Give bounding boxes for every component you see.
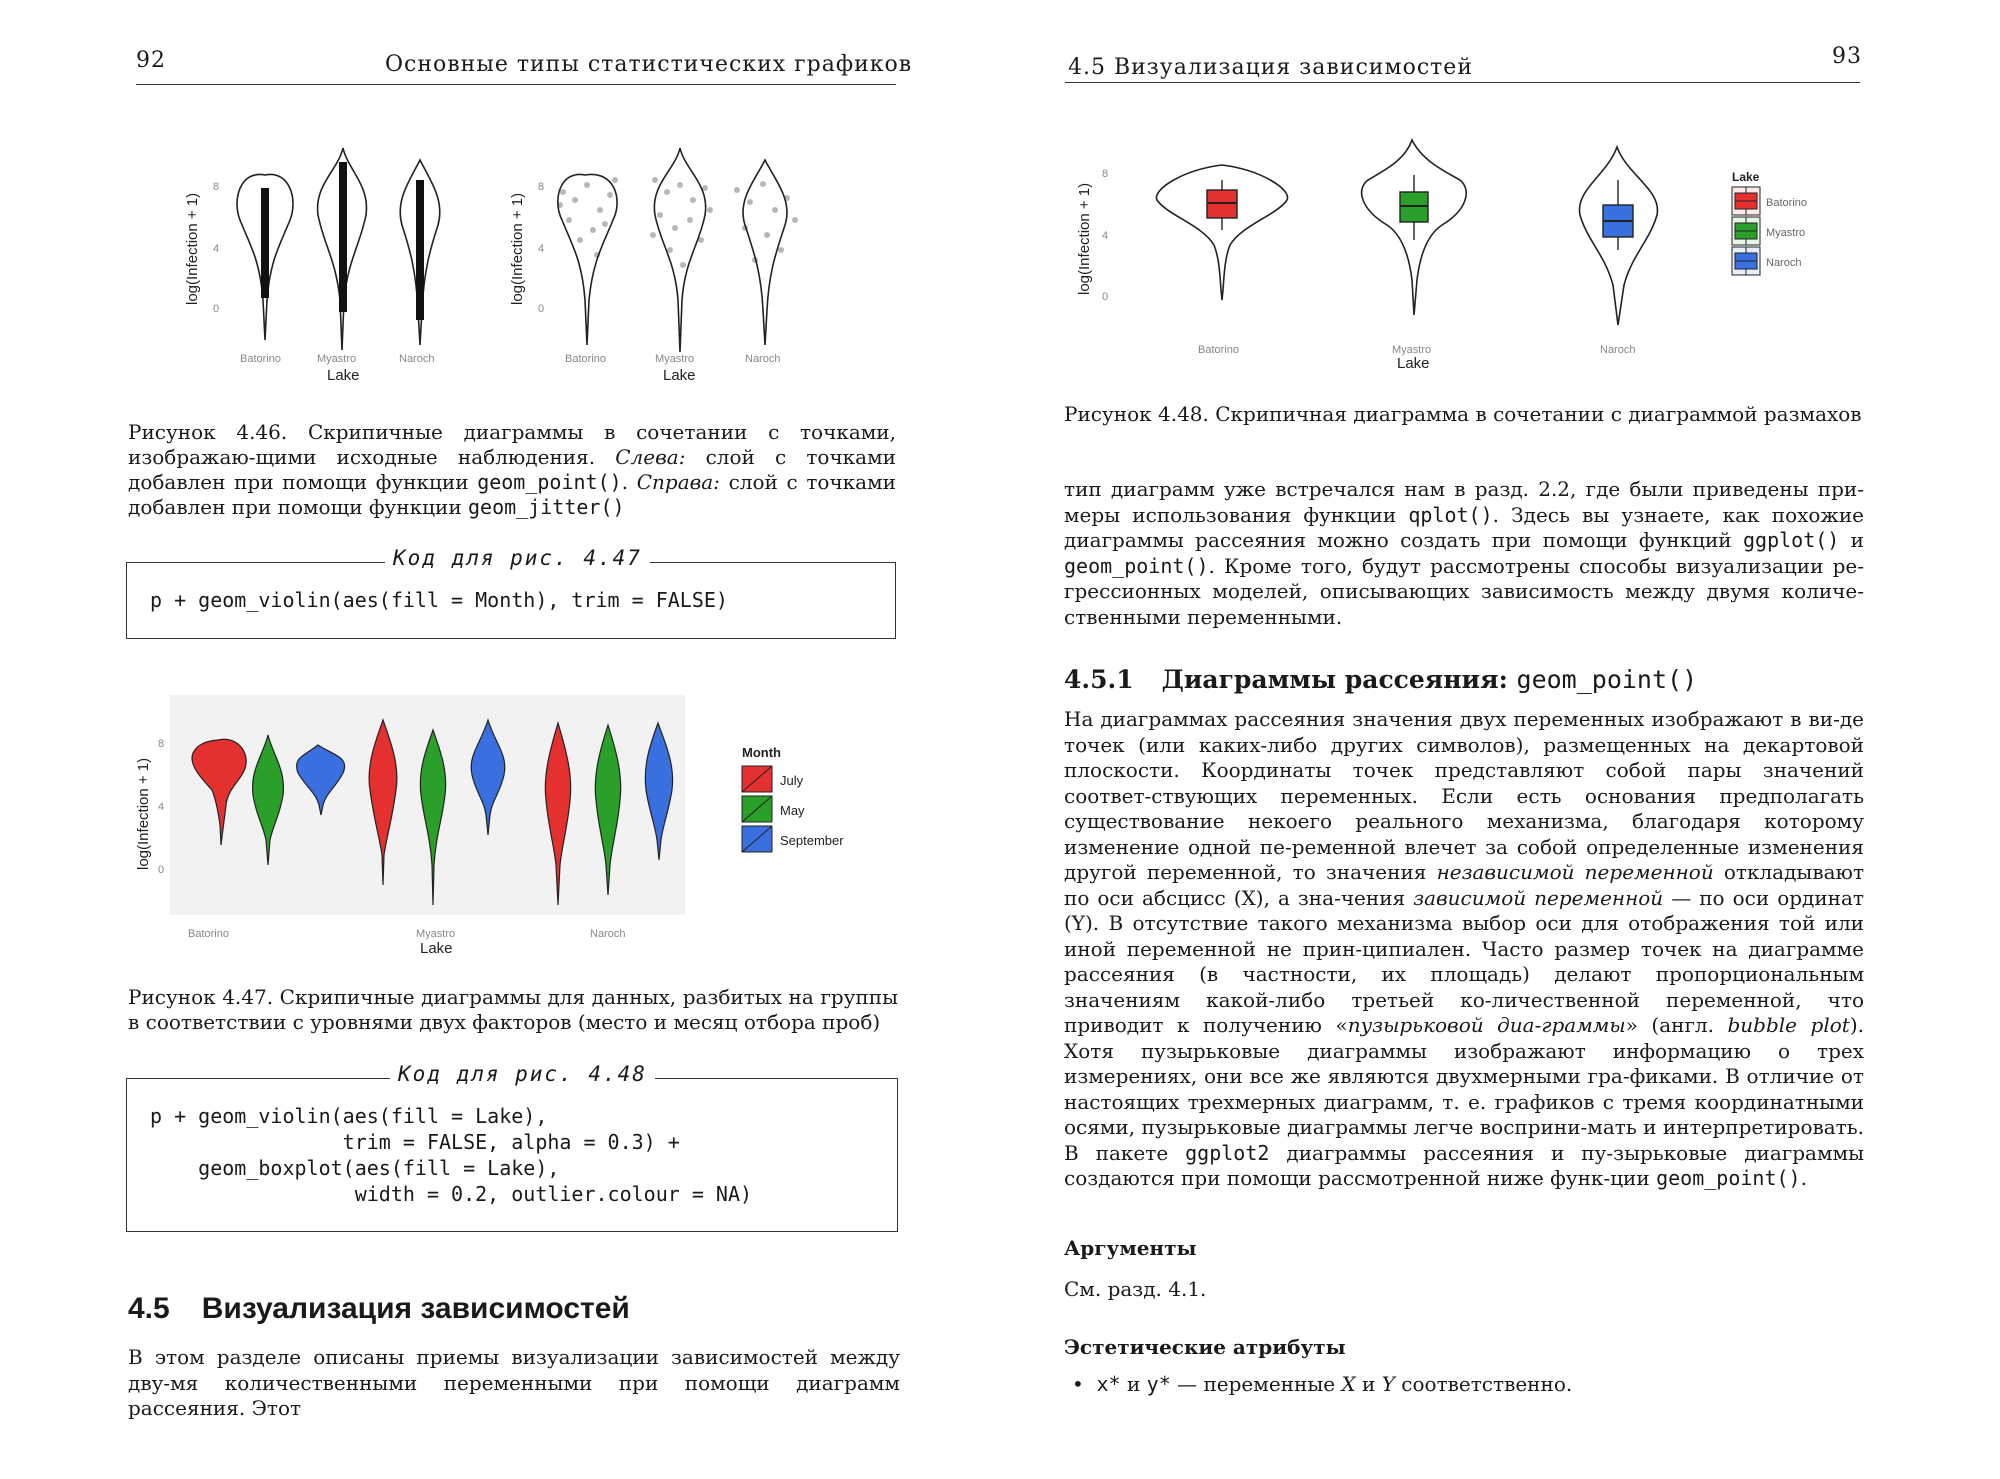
legend-title: Lake [1732, 170, 1760, 184]
section-text: В этом разделе описаны приемы визуализации зависимостей между дву-мя количественными переменными при помощи диаграмм рассеяния. Этот [128, 1345, 900, 1420]
y-tick: 0 [1102, 291, 1109, 303]
figure-448 [1072, 135, 1872, 375]
y-tick: 0 [158, 864, 165, 876]
figure-446-right [505, 140, 835, 390]
y-tick: 8 [213, 181, 220, 193]
code-label-448: Код для рис. 4.48 [390, 1062, 655, 1086]
boxplot-myastro [1400, 175, 1428, 240]
paragraph-2: На диаграммах рассеяния значения двух переменных изображают в ви-де точек (или каких-либо других символов), размещенных на декартовой плоскости. Координаты точек представляют собой пары значений соответ-ствующих переменных. Если есть основания предполагать существование некоего реального механизма, благодаря которому изменение одной пе-ременной влечет за собой определенные изменения другой переменной, то значения независимой переменной откладывают по оси абсцисс (X), а зна-чения зависимой переменной — по оси ординат (Y). В отсутствие такого механизма выбор оси для отображения той или иной переменной не прин-ципиален. Часто размер точек на диаграмме рассеяния (в частности, их площадь) делают пропорциональным значениям какой-либо третьей ко-личественной переменной, что приводит к получению «пузырьковой диа-граммы» (англ. bubble plot). Хотя пузырьковые диаграммы изображают информацию о трех измерениях, они все же являются двухмерными гра-фиками. В отличие от настоящих трехмерных диаграмм, т. е. графиков с тремя координатными осями, пузырьковые диаграммы легче восприни-мать и интерпретировать. В пакете ggplot2 диаграммы рассеяния и пу-зырьковые диаграммы создаются при помощи рассмотренной ниже функ-ции geom_point(). [1064, 707, 1865, 1190]
arguments-text: См. разд. 4.1. [1064, 1277, 1207, 1301]
page-number: 93 [1832, 44, 1862, 69]
y-axis-label: log(Infection + 1) [1076, 182, 1093, 295]
jitter-points [557, 177, 798, 268]
code-line: geom_boxplot(aes(fill = Lake), [150, 1156, 560, 1180]
points-column [416, 180, 424, 320]
x-axis-label: Lake [1397, 355, 1430, 372]
paragraph-1: тип диаграмм уже встречался нам в разд. 2.2, где были приведены при-меры использования функции qplot(). Здесь вы узнаете, как похожие диаграммы рассеяния можно создать при помощи функций ggplot() и geom_point(). Кроме того, будут рассмотрены способы визуализации ре-грессионных моделей, описывающих зависимость между двумя количе-ственными переменными. [1064, 477, 1864, 629]
legend-label: Myastro [1766, 227, 1806, 239]
code-label-447: Код для рис. 4.47 [385, 546, 650, 570]
violin [558, 174, 617, 345]
x-axis-label: Lake [663, 367, 696, 384]
running-head: Основные типы статистических графиков [385, 52, 913, 77]
x-tick: Batorino [240, 353, 281, 365]
x-tick: Batorino [188, 928, 229, 940]
legend-label: September [780, 833, 844, 848]
section-title: 4.5 Визуализация зависимостей [128, 1292, 630, 1325]
points-column [261, 188, 269, 298]
y-tick: 4 [538, 243, 545, 255]
y-tick: 4 [1102, 230, 1109, 242]
y-tick: 8 [1102, 168, 1109, 180]
y-axis-label: log(Infection + 1) [135, 757, 152, 870]
x-axis-label: Lake [327, 367, 360, 384]
running-head: 4.5 Визуализация зависимостей [1068, 55, 1473, 80]
code-line: p + geom_violin(aes(fill = Month), trim = FALSE) [150, 588, 728, 612]
x-tick: Naroch [590, 928, 626, 940]
legend-label: May [780, 803, 805, 818]
x-tick: Myastro [1392, 344, 1432, 356]
y-axis-label: log(Infection + 1) [184, 192, 201, 305]
y-tick: 4 [213, 243, 220, 255]
y-tick: 0 [213, 303, 220, 315]
caption-446: Рисунок 4.46. Скрипичные диаграммы в сочетании с точками, изображаю-щими исходные наблюдения. Слева: слой с точками добавлен при помощи функции geom_point(). Справа: слой с точками добавлен при помощи функции geom_jitter() [128, 420, 896, 519]
legend-key-september [742, 826, 772, 852]
aesthetics-item: • x* и y* — переменные X и Y соответственно. [1072, 1372, 1573, 1396]
aesthetics-heading: Эстетические атрибуты [1064, 1335, 1346, 1359]
code-line: p + geom_violin(aes(fill = Lake), [150, 1104, 548, 1128]
y-tick: 8 [538, 181, 545, 193]
legend-label: Naroch [1766, 257, 1802, 269]
violin [654, 148, 705, 352]
x-tick: Naroch [1600, 344, 1636, 356]
legend-title: Month [742, 745, 781, 760]
code-line: trim = FALSE, alpha = 0.3) + [150, 1130, 680, 1154]
code-line: width = 0.2, outlier.colour = NA) [150, 1182, 753, 1206]
legend-key-naroch [1732, 247, 1760, 275]
x-axis-label: Lake [420, 940, 453, 955]
caption-448: Рисунок 4.48. Скрипичная диаграмма в сочетании с диаграммой размахов [1064, 402, 1862, 426]
x-tick: Naroch [399, 353, 435, 365]
boxplot-naroch [1603, 180, 1633, 250]
y-tick: 4 [158, 801, 165, 813]
arguments-heading: Аргументы [1064, 1236, 1197, 1260]
x-tick: Myastro [416, 928, 456, 940]
x-tick: Myastro [317, 353, 357, 365]
code-box-448 [126, 1078, 898, 1232]
y-axis-label: log(Infection + 1) [509, 192, 526, 305]
header-rule [136, 84, 896, 85]
right-page [1000, 0, 2000, 1479]
page-number: 92 [136, 48, 166, 73]
boxplot-batorino [1207, 180, 1237, 230]
x-tick: Naroch [745, 353, 781, 365]
legend-key-batorino [1732, 187, 1760, 215]
legend-key-may [742, 796, 772, 822]
x-tick: Batorino [565, 353, 606, 365]
points-column [339, 162, 347, 312]
legend-label: Batorino [1766, 197, 1807, 209]
y-tick: 0 [538, 303, 545, 315]
figure-446-left [180, 140, 450, 390]
legend-label: July [780, 773, 804, 788]
x-tick: Myastro [655, 353, 695, 365]
legend-key-myastro [1732, 217, 1760, 245]
subsection-title: 4.5.1 Диаграммы рассеяния: geom_point() [1064, 665, 1698, 694]
y-tick: 8 [158, 738, 165, 750]
header-rule [1065, 82, 1860, 83]
caption-447: Рисунок 4.47. Скрипичные диаграммы для данных, разбитых на группы в соответствии с уровнями двух факторов (место и месяц отбора проб) [128, 985, 898, 1034]
legend-key-july [742, 766, 772, 792]
x-tick: Batorino [1198, 344, 1239, 356]
figure-447 [128, 695, 868, 955]
